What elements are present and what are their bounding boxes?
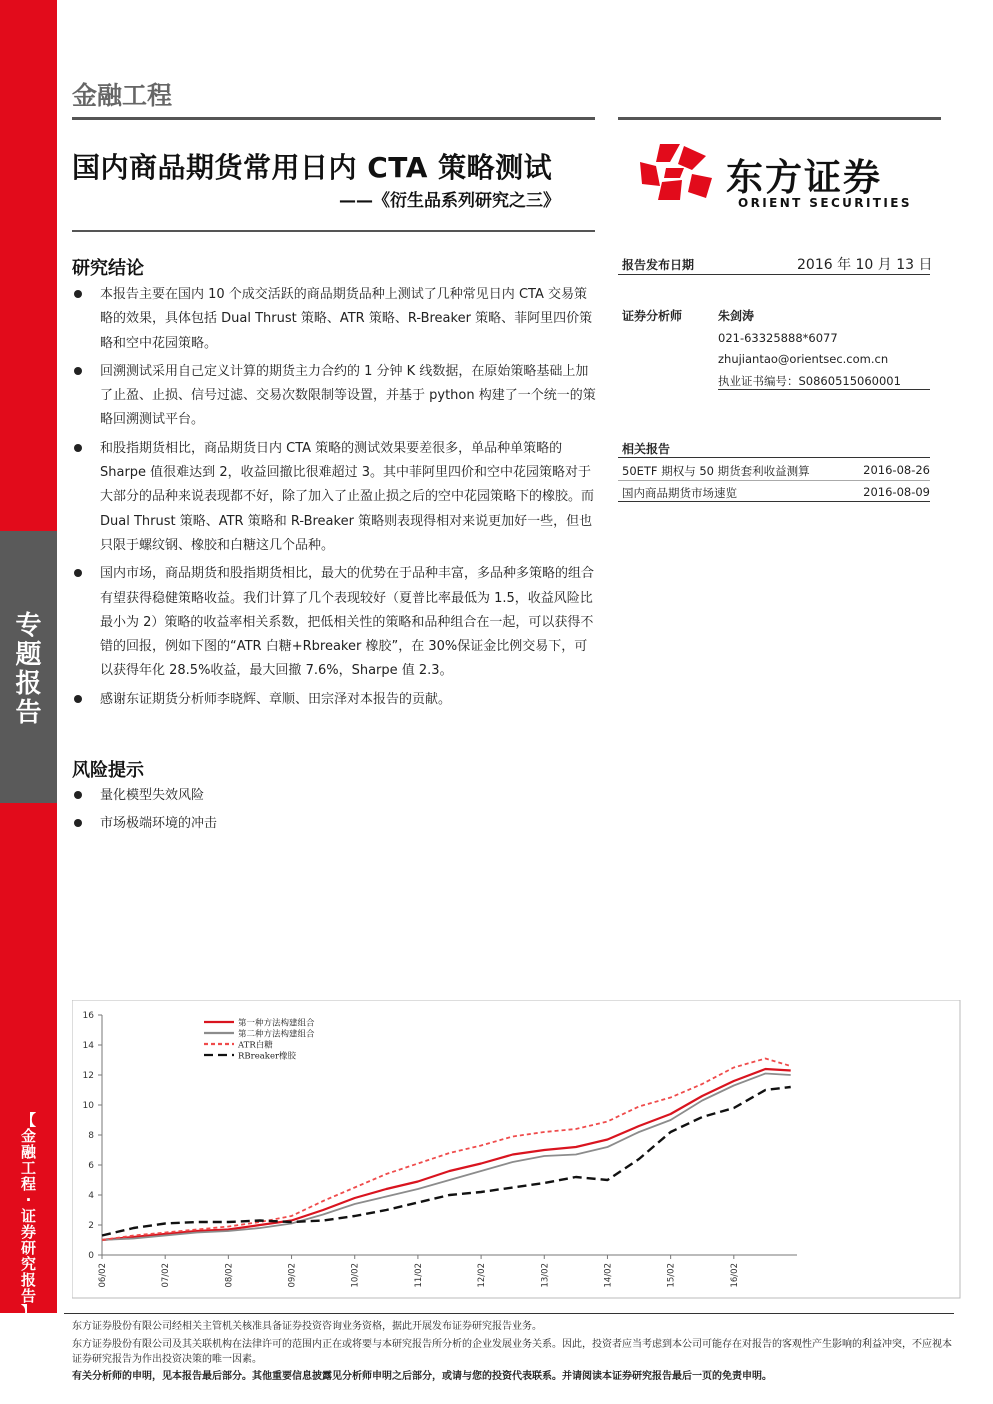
y-tick-label: 6 (88, 1161, 94, 1171)
bullet-icon (74, 444, 82, 452)
x-tick-label: 09/02 (287, 1263, 298, 1288)
bullet-icon (74, 695, 82, 703)
series-line-2 (102, 1059, 791, 1241)
related-row-rule (618, 501, 930, 502)
brand-name-cn: 东方证券 (726, 156, 882, 199)
publish-date-label: 报告发布日期 (622, 258, 695, 272)
analyst-email[interactable]: zhujiantao@orientsec.com.cn (718, 352, 889, 366)
conclusion-heading: 研究结论 (72, 258, 144, 279)
risk-list (72, 784, 598, 837)
bullet-icon (74, 791, 82, 799)
related-report-row[interactable] (622, 463, 930, 479)
bullet-icon (74, 569, 82, 577)
related-heading: 相关报告 (622, 442, 671, 456)
x-tick-label: 08/02 (224, 1263, 235, 1288)
y-tick-label: 0 (88, 1251, 94, 1261)
legend-label: 第一种方法构建组合 (238, 1018, 315, 1029)
report-subtitle: ——《衍生品系列研究之三》 (339, 191, 560, 211)
report-type-vertical: 专 题 报 告 (15, 611, 42, 728)
series-tag-vertical: 【 金 融 工 程 · 证 券 研 究 报 告 】 (20, 1111, 36, 1321)
list-item: 量化模型失效风险 (72, 784, 598, 808)
list-item: 回溯测试采用自己定义计算的期货主力合约的 1 分钟 K 线数据，在原始策略基础上加了止盈、止损、信号过滤、交易次数限制等设置，并基于 python 构建了一个统一的策略回溯测试平台。 (72, 360, 598, 433)
portfolio-equity-chart (72, 1000, 962, 1300)
y-tick-label: 12 (82, 1071, 94, 1081)
header-rule-right (618, 117, 941, 120)
related-report-date: 2016-08-09 (863, 485, 930, 499)
related-report-date: 2016-08-26 (863, 463, 930, 477)
footer-line-1: 东方证券股份有限公司经相关主管机关核准具备证券投资咨询业务资格，据此开展发布证券研究报告业务。 (72, 1321, 542, 1332)
footer-rule (64, 1313, 954, 1314)
related-report-title[interactable]: 50ETF 期权与 50 期货套利收益测算 (622, 464, 810, 478)
x-tick-label: 07/02 (161, 1263, 172, 1288)
related-rule (618, 457, 930, 458)
category-label: 金融工程 (72, 81, 173, 110)
brand-name-en: ORIENT SECURITIES (738, 196, 912, 210)
analyst-license: 执业证书编号：S0860515060001 (718, 374, 901, 388)
analyst-rule (718, 389, 930, 390)
bullet-icon (74, 819, 82, 827)
related-report-title[interactable]: 国内商品期货市场速览 (622, 486, 737, 500)
legend-label: 第二种方法构建组合 (238, 1029, 315, 1040)
x-tick-label: 15/02 (666, 1263, 677, 1288)
y-tick-label: 4 (88, 1191, 94, 1201)
series-line-1 (102, 1074, 791, 1241)
list-item: 感谢东证期货分析师李晓辉、章顺、田宗泽对本报告的贡献。 (72, 688, 598, 712)
report-title: 国内商品期货常用日内 CTA 策略测试 (72, 151, 553, 184)
legend-label: ATR白糖 (238, 1040, 273, 1051)
analyst-label: 证券分析师 (622, 309, 683, 323)
header-rule-left (72, 117, 595, 120)
list-item: 本报告主要在国内 10 个成交活跃的商品期货品种上测试了几种常见日内 CTA 交易策略的效果，具体包括 Dual Thrust 策略、ATR 策略、R-Breaker 策略、菲阿里四价策略和空中花园策略。 (72, 283, 598, 356)
legend-label: RBreaker橡胶 (238, 1051, 297, 1062)
related-report-row[interactable] (622, 485, 930, 501)
x-tick-label: 10/02 (350, 1263, 361, 1288)
analyst-name: 朱剑涛 (718, 309, 755, 323)
y-tick-label: 2 (88, 1221, 94, 1231)
date-rule (618, 274, 930, 275)
related-row-rule (618, 480, 930, 481)
footer-line-2: 东方证券股份有限公司及其关联机构在法律许可的范围内正在或将要与本研究报告所分析的企业发展业务关系。因此，投资者应当考虑到本公司可能存在对报告的客观性产生影响的利益冲突，不应视本证券研究报告为作出投资决策的唯一因素。 (72, 1339, 952, 1365)
x-tick-label: 06/02 (98, 1263, 108, 1288)
risk-heading: 风险提示 (72, 760, 144, 781)
analyst-phone: 021-63325888*6077 (718, 331, 838, 345)
x-tick-label: 11/02 (413, 1263, 424, 1288)
y-tick-label: 16 (82, 1011, 94, 1021)
title-rule (72, 230, 595, 232)
bullet-icon (74, 367, 82, 375)
x-tick-label: 12/02 (477, 1263, 488, 1288)
y-tick-label: 10 (82, 1101, 94, 1111)
y-tick-label: 8 (88, 1131, 94, 1141)
footer-line-3: 有关分析师的申明，见本报告最后部分。其他重要信息披露见分析师申明之后部分，或请与您的投资代表联系。并请阅读本证券研究报告最后一页的免责申明。 (72, 1371, 772, 1382)
bullet-icon (74, 290, 82, 298)
orient-securities-logo-icon (636, 140, 716, 204)
list-item: 国内市场，商品期货和股指期货相比，最大的优势在于品种丰富，多品种多策略的组合有望获得稳健策略收益。我们计算了几个表现较好（夏普比率最低为 1.5，收益风险比最小为 2）策略的收益率相关系数，把低相关性的策略和品种组合在一起，可以获得不错的回报，例如下图的“ATR 白糖+Rbreaker 橡胶”，在 30%保证金比例交易下，可以获得年化 28.5%收益，最大回撤 7.6%，Sharpe 值 2.3。 (72, 562, 598, 683)
list-item: 和股指期货相比，商品期货日内 CTA 策略的测试效果要差很多，单品种单策略的 Sharpe 值很难达到 2，收益回撤比很难超过 3。其中菲阿里四价和空中花园策略对于大部分的品种来说表现都不好，除了加入了止盈止损之后的空中花园策略下的橡胶。而 Dual Thrust 策略、ATR 策略和 R-Breaker 策略则表现得相对来说更加好一些，但也只限于螺纹钢、橡胶和白糖这几个品种。 (72, 437, 598, 558)
y-tick-label: 14 (82, 1041, 94, 1051)
x-tick-label: 13/02 (540, 1263, 551, 1288)
publish-date-value: 2016 年 10 月 13 日 (797, 257, 933, 273)
conclusion-list (72, 283, 598, 712)
x-tick-label: 16/02 (729, 1263, 740, 1288)
x-tick-label: 14/02 (603, 1263, 614, 1288)
list-item: 市场极端环境的冲击 (72, 812, 598, 836)
